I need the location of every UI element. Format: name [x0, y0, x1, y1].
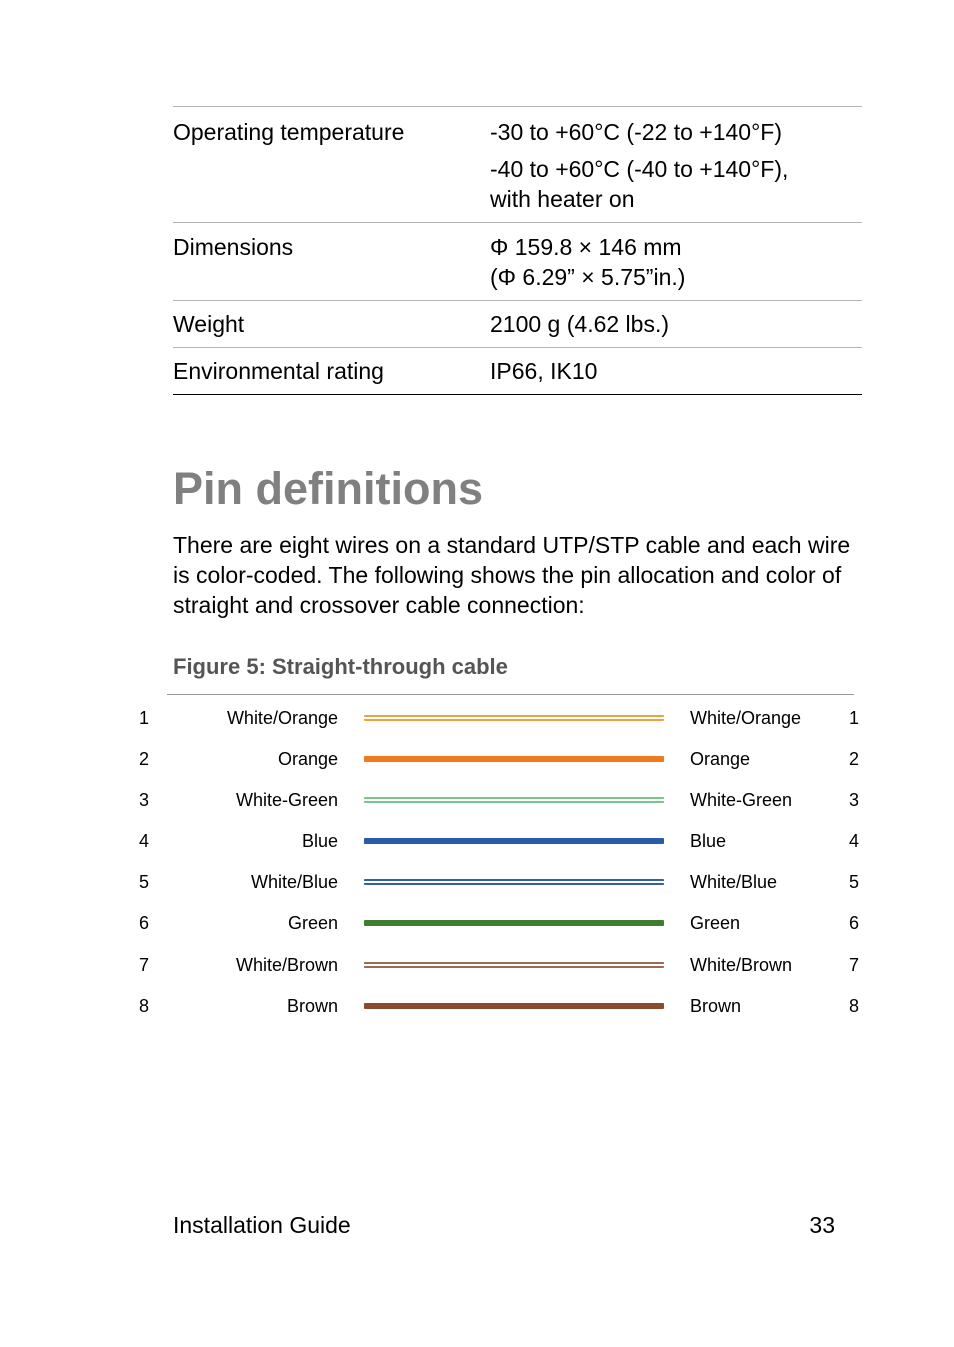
- right-pin-number: 7: [849, 955, 860, 975]
- figure-caption: Figure 5: Straight-through cable: [173, 654, 508, 679]
- pin-row: [0, 829, 954, 853]
- wire: [364, 879, 664, 885]
- page-number: 33: [809, 1212, 835, 1238]
- spec-row-dimensions: [173, 222, 862, 300]
- spec-value: [490, 117, 862, 214]
- right-pin-number: 6: [849, 913, 860, 933]
- spec-value-line: Φ 159.8 × 146 mm (Φ 6.29” × 5.75”in.): [490, 234, 686, 290]
- spec-label: Weight: [173, 311, 245, 337]
- spec-value-line: -40 to +60°C (-40 to +140°F), with heater on: [490, 156, 789, 212]
- right-pin-number: 2: [849, 749, 860, 769]
- left-wire-color-label: Green: [287, 913, 338, 933]
- right-wire-color-label: White/Orange: [690, 708, 802, 728]
- left-pin-number: 7: [139, 955, 150, 975]
- spec-row-weight: [173, 300, 862, 347]
- wire: [364, 962, 664, 968]
- right-pin-number: 3: [849, 790, 860, 810]
- left-wire-color-label: Blue: [301, 831, 338, 851]
- spec-row-environmental-rating: [173, 347, 862, 395]
- right-pin-number: 4: [849, 831, 860, 851]
- left-pin-number: 6: [139, 913, 150, 933]
- left-pin-number: 4: [139, 831, 150, 851]
- right-wire-color-label: Green: [690, 913, 741, 933]
- right-pin-number: 8: [849, 996, 860, 1016]
- left-wire-color-label: White/Blue: [250, 872, 338, 892]
- figure-divider: [167, 694, 854, 695]
- left-pin-number: 2: [139, 749, 150, 769]
- wire: [364, 1003, 664, 1009]
- left-pin-number: 8: [139, 996, 150, 1016]
- right-wire-color-label: Blue: [690, 831, 727, 851]
- left-wire-color-label: White/Orange: [226, 708, 338, 728]
- spec-value: [490, 309, 862, 339]
- section-heading: Pin definitions: [173, 463, 483, 514]
- right-wire-color-label: White/Brown: [690, 955, 793, 975]
- left-wire-color-label: Orange: [277, 749, 338, 769]
- left-pin-number: 1: [139, 708, 150, 728]
- spec-value-line: -30 to +60°C (-22 to +140°F): [490, 119, 782, 145]
- spec-value-line: 2100 g (4.62 lbs.): [490, 311, 670, 337]
- right-pin-number: 5: [849, 872, 860, 892]
- spec-value: [490, 232, 862, 292]
- pin-row: [0, 953, 954, 977]
- wire: [364, 838, 664, 844]
- left-pin-number: 5: [139, 872, 150, 892]
- spec-label: Dimensions: [173, 234, 294, 260]
- intro-paragraph: There are eight wires on a standard UTP/STP cable and each wire is color-coded. The following shows the pin allocation and color of straight and crossover cable connection:: [173, 532, 851, 618]
- specifications-table: [173, 106, 862, 395]
- wire: [364, 797, 664, 803]
- pin-row: [0, 870, 954, 894]
- spec-value: [490, 356, 862, 386]
- left-wire-color-label: Brown: [286, 996, 338, 1016]
- pin-row: [0, 788, 954, 812]
- right-wire-color-label: Brown: [690, 996, 742, 1016]
- left-wire-color-label: White/Brown: [235, 955, 338, 975]
- pin-row: [0, 911, 954, 935]
- wire: [364, 920, 664, 926]
- pin-row: [0, 706, 954, 730]
- right-pin-number: 1: [849, 708, 860, 728]
- wire: [364, 715, 664, 721]
- footer-document-title: Installation Guide: [173, 1212, 351, 1238]
- right-wire-color-label: Orange: [690, 749, 751, 769]
- left-wire-color-label: White-Green: [235, 790, 338, 810]
- right-wire-color-label: White-Green: [690, 790, 793, 810]
- spec-row-operating-temperature: [173, 106, 862, 222]
- right-wire-color-label: White/Blue: [690, 872, 778, 892]
- wire: [364, 756, 664, 762]
- spec-label: Operating temperature: [173, 119, 405, 145]
- spec-value-line: IP66, IK10: [490, 358, 598, 384]
- spec-label: Environmental rating: [173, 358, 384, 384]
- pin-row: [0, 747, 954, 771]
- pin-row: [0, 994, 954, 1018]
- left-pin-number: 3: [139, 790, 150, 810]
